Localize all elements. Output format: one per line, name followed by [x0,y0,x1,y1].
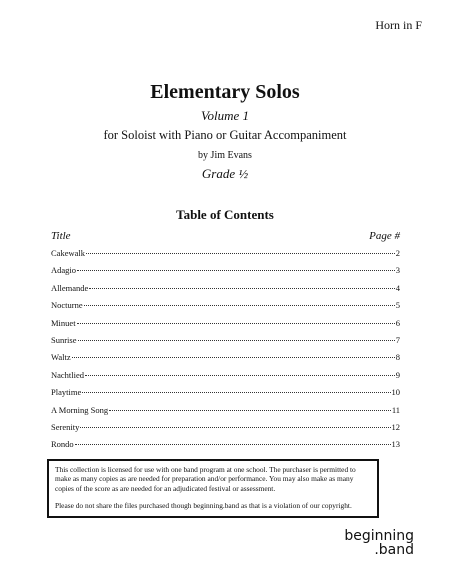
toc-entry [51,422,400,439]
toc-dot-leader [80,427,390,428]
toc-dot-leader [84,305,395,306]
toc-title-column-header: Title [51,230,71,242]
toc-entry [51,283,400,300]
toc-entry [51,248,400,265]
toc-entry-page: 13 [391,439,400,450]
toc-entry-page: 5 [395,300,400,311]
toc-dot-leader [72,357,395,358]
toc-entry [51,300,400,317]
toc-entry-title: Nachtlied [51,369,85,380]
toc-entry [51,318,400,335]
toc-entry-title: Minuet [51,317,76,328]
page-title: Elementary Solos [150,81,300,103]
toc-entry-title: Waltz [51,352,71,363]
toc-entry-page: 11 [391,404,400,415]
toc-dot-leader [109,410,391,411]
toc-entry-title: Adagio [51,265,77,276]
toc-column-headers [51,230,400,242]
toc-entry [51,405,400,422]
author-line: by Jim Evans [198,150,252,161]
toc-entry-title: Playtime [51,387,82,398]
toc-dot-leader [82,392,390,393]
toc-entry-page: 3 [395,265,400,276]
toc-entry [51,335,400,352]
toc-heading: Table of Contents [176,207,274,222]
toc-dot-leader [77,323,395,324]
toc-entry-page: 10 [391,387,400,398]
toc-entry-title: Cakewalk [51,248,85,258]
toc-dot-leader [77,270,395,271]
copyright-notice-text: Please do not share the files purchased though beginning.band as that is a violation of our copyright. [55,500,352,510]
toc-entry-title: A Morning Song [51,404,109,415]
toc-entry-title: Allemande [51,282,89,293]
toc-dot-leader [89,288,394,289]
toc-list [51,248,400,457]
toc-dot-leader [75,444,391,445]
toc-entry [51,439,400,456]
toc-entry [51,265,400,282]
grade-label: Grade ½ [201,166,249,181]
toc-entry [51,387,400,404]
license-notice-text: This collection is licensed for use with one band program at one school. The purchaser is permitted to make as many copies as are needed for preparation and/or performance. You may also make as many copies of the score as are needed for an adjudicated festival or assessment. [55,465,356,493]
toc-entry-title: Nocturne [51,300,83,311]
toc-entry-page: 7 [395,334,400,345]
instrument-label: Horn in F [375,18,422,32]
toc-entry [51,352,400,369]
toc-dot-leader [78,340,395,341]
toc-entry-page: 4 [395,282,400,293]
subtitle: for Soloist with Piano or Guitar Accompaniment [103,128,347,142]
toc-entry-page: 12 [391,421,400,432]
toc-dot-leader [86,253,395,254]
toc-entry [51,370,400,387]
toc-entry-title: Sunrise [51,334,77,345]
license-notice-box [47,459,379,518]
toc-entry-page: 6 [395,317,400,328]
logo-line-1: beginning [344,528,414,544]
volume-label: Volume 1 [200,108,250,123]
toc-entry-title: Serenity [51,421,80,432]
toc-entry-page: 2 [395,248,400,258]
toc-entry-title: Rondo [51,439,74,450]
toc-entry-page: 8 [395,352,400,363]
toc-dot-leader [85,375,395,376]
logo-line-2: .band [374,542,414,558]
toc-entry-page: 9 [395,369,400,380]
beginning-band-logo [334,529,414,557]
toc-page-column-header: Page # [369,230,400,242]
